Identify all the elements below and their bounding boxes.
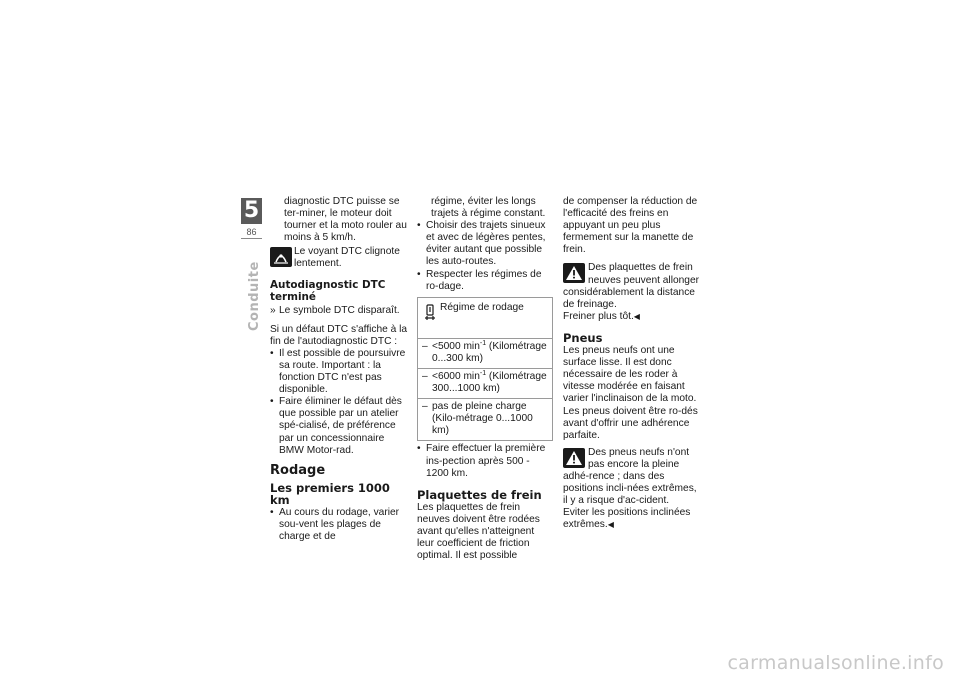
column-1 — [270, 196, 410, 543]
bullet-inspection: • Faire effectuer la première ins-pection après 500 - 1200 km. — [417, 443, 553, 479]
heading-rodage: Rodage — [270, 462, 326, 478]
heading-pneus: Pneus — [563, 330, 603, 345]
tachometer-icon — [423, 304, 437, 321]
paragraph-fault: Si un défaut DTC s'affiche à la fin de l'autodiagnostic DTC : — [270, 323, 408, 347]
paragraph-pneus: Les pneus neufs ont une surface lisse. Il est donc nécessaire de les roder à vitesse modérée en faisant varier l'inclinaison de la moto. Les pneus doivent être ro-dés avant d'offrir une adhérence parfaite. — [563, 345, 698, 441]
chapter-number: 5 — [241, 198, 262, 224]
bullet-continue: • Il est possible de poursuivre sa route. Important : la fonction DTC n'est pas disponible. — [270, 348, 410, 396]
rpm-row: – <6000 $\min^{-1}$ (Kilométrage 300...1000 km) — [418, 369, 552, 399]
heading-premiers-km: Les premiers 1000 km — [270, 480, 390, 507]
note-dtc-text: Le voyant DTC clignote lentement. — [294, 246, 400, 270]
step-symbol: » Le symbole DTC disparaît. — [270, 305, 410, 317]
watermark: carmanualsonline.info — [727, 651, 944, 674]
rpm-row: – <5000 $\min^{-1}$ (Kilométrage 0...300 km) — [418, 339, 552, 369]
chapter-side-title: Conduite — [247, 261, 262, 331]
page-number: 86 — [246, 227, 257, 237]
paragraph-continued: régime, éviter les longs trajets à régime constant. — [431, 196, 546, 220]
warning-brake-pads — [563, 262, 703, 310]
warning-tires — [563, 447, 703, 507]
paragraph-intro: diagnostic DTC puisse se ter-miner, le moteur doit tourner et la moto rouler au moins à 5 km/h. — [284, 196, 407, 244]
warning-triangle-icon — [563, 263, 585, 283]
column-3 — [563, 196, 703, 531]
rpm-row: – pas de pleine charge (Kilo-métrage 0...1000 km) — [422, 401, 533, 437]
paragraph-plaquettes: Les plaquettes de frein neuves doivent être rodées avant qu'elles n'atteignent leur coefficient de friction optimal. Il est possible — [417, 501, 540, 562]
dtc-indicator-icon — [270, 247, 292, 267]
warning-tires-advice: Eviter les positions inclinées extrêmes.◀ — [563, 507, 691, 531]
chapter-divider — [241, 238, 262, 239]
rpm-table-header — [418, 298, 552, 339]
bullet-varier: • Au cours du rodage, varier sou-vent les plages de charge et de — [270, 507, 410, 543]
rpm-table — [417, 297, 553, 442]
warning-brake-text: Des plaquettes de frein neuves peuvent allonger considérablement la distance de freinage. — [563, 262, 700, 310]
heading-autodiag: Autodiagnostic DTC terminé — [270, 279, 386, 304]
end-marker-icon: ◀ — [607, 520, 614, 530]
column-2 — [417, 196, 553, 562]
note-dtc — [270, 246, 410, 272]
heading-plaquettes: Plaquettes de frein — [417, 487, 542, 502]
paragraph-continued: de compenser la réduction de l'efficacité des freins en appuyant un peu plus fermement sur la manette de frein. — [563, 196, 698, 256]
warning-brake-advice: Freiner plus tôt.◀ — [563, 310, 640, 322]
end-marker-icon: ◀ — [633, 311, 640, 321]
warning-triangle-icon — [563, 448, 585, 468]
bullet-choisir: • Choisir des trajets sinueux et avec de légères pentes, éviter autant que possible les auto-routes. — [417, 220, 553, 268]
rpm-table-title: Régime de rodage — [440, 301, 524, 313]
bullet-respecter: • Respecter les régimes de ro-dage. — [417, 269, 553, 293]
warning-tires-text: Des pneus neufs n'ont pas encore la pleine adhé-rence ; dans des positions incli-nées extrêmes, il y a risque d'ac-cident. — [563, 446, 697, 507]
bullet-repair: • Faire éliminer le défaut dès que possible par un atelier spé-cialisé, de préférence par un concessionnaire BMW Motor-rad. — [270, 396, 410, 456]
